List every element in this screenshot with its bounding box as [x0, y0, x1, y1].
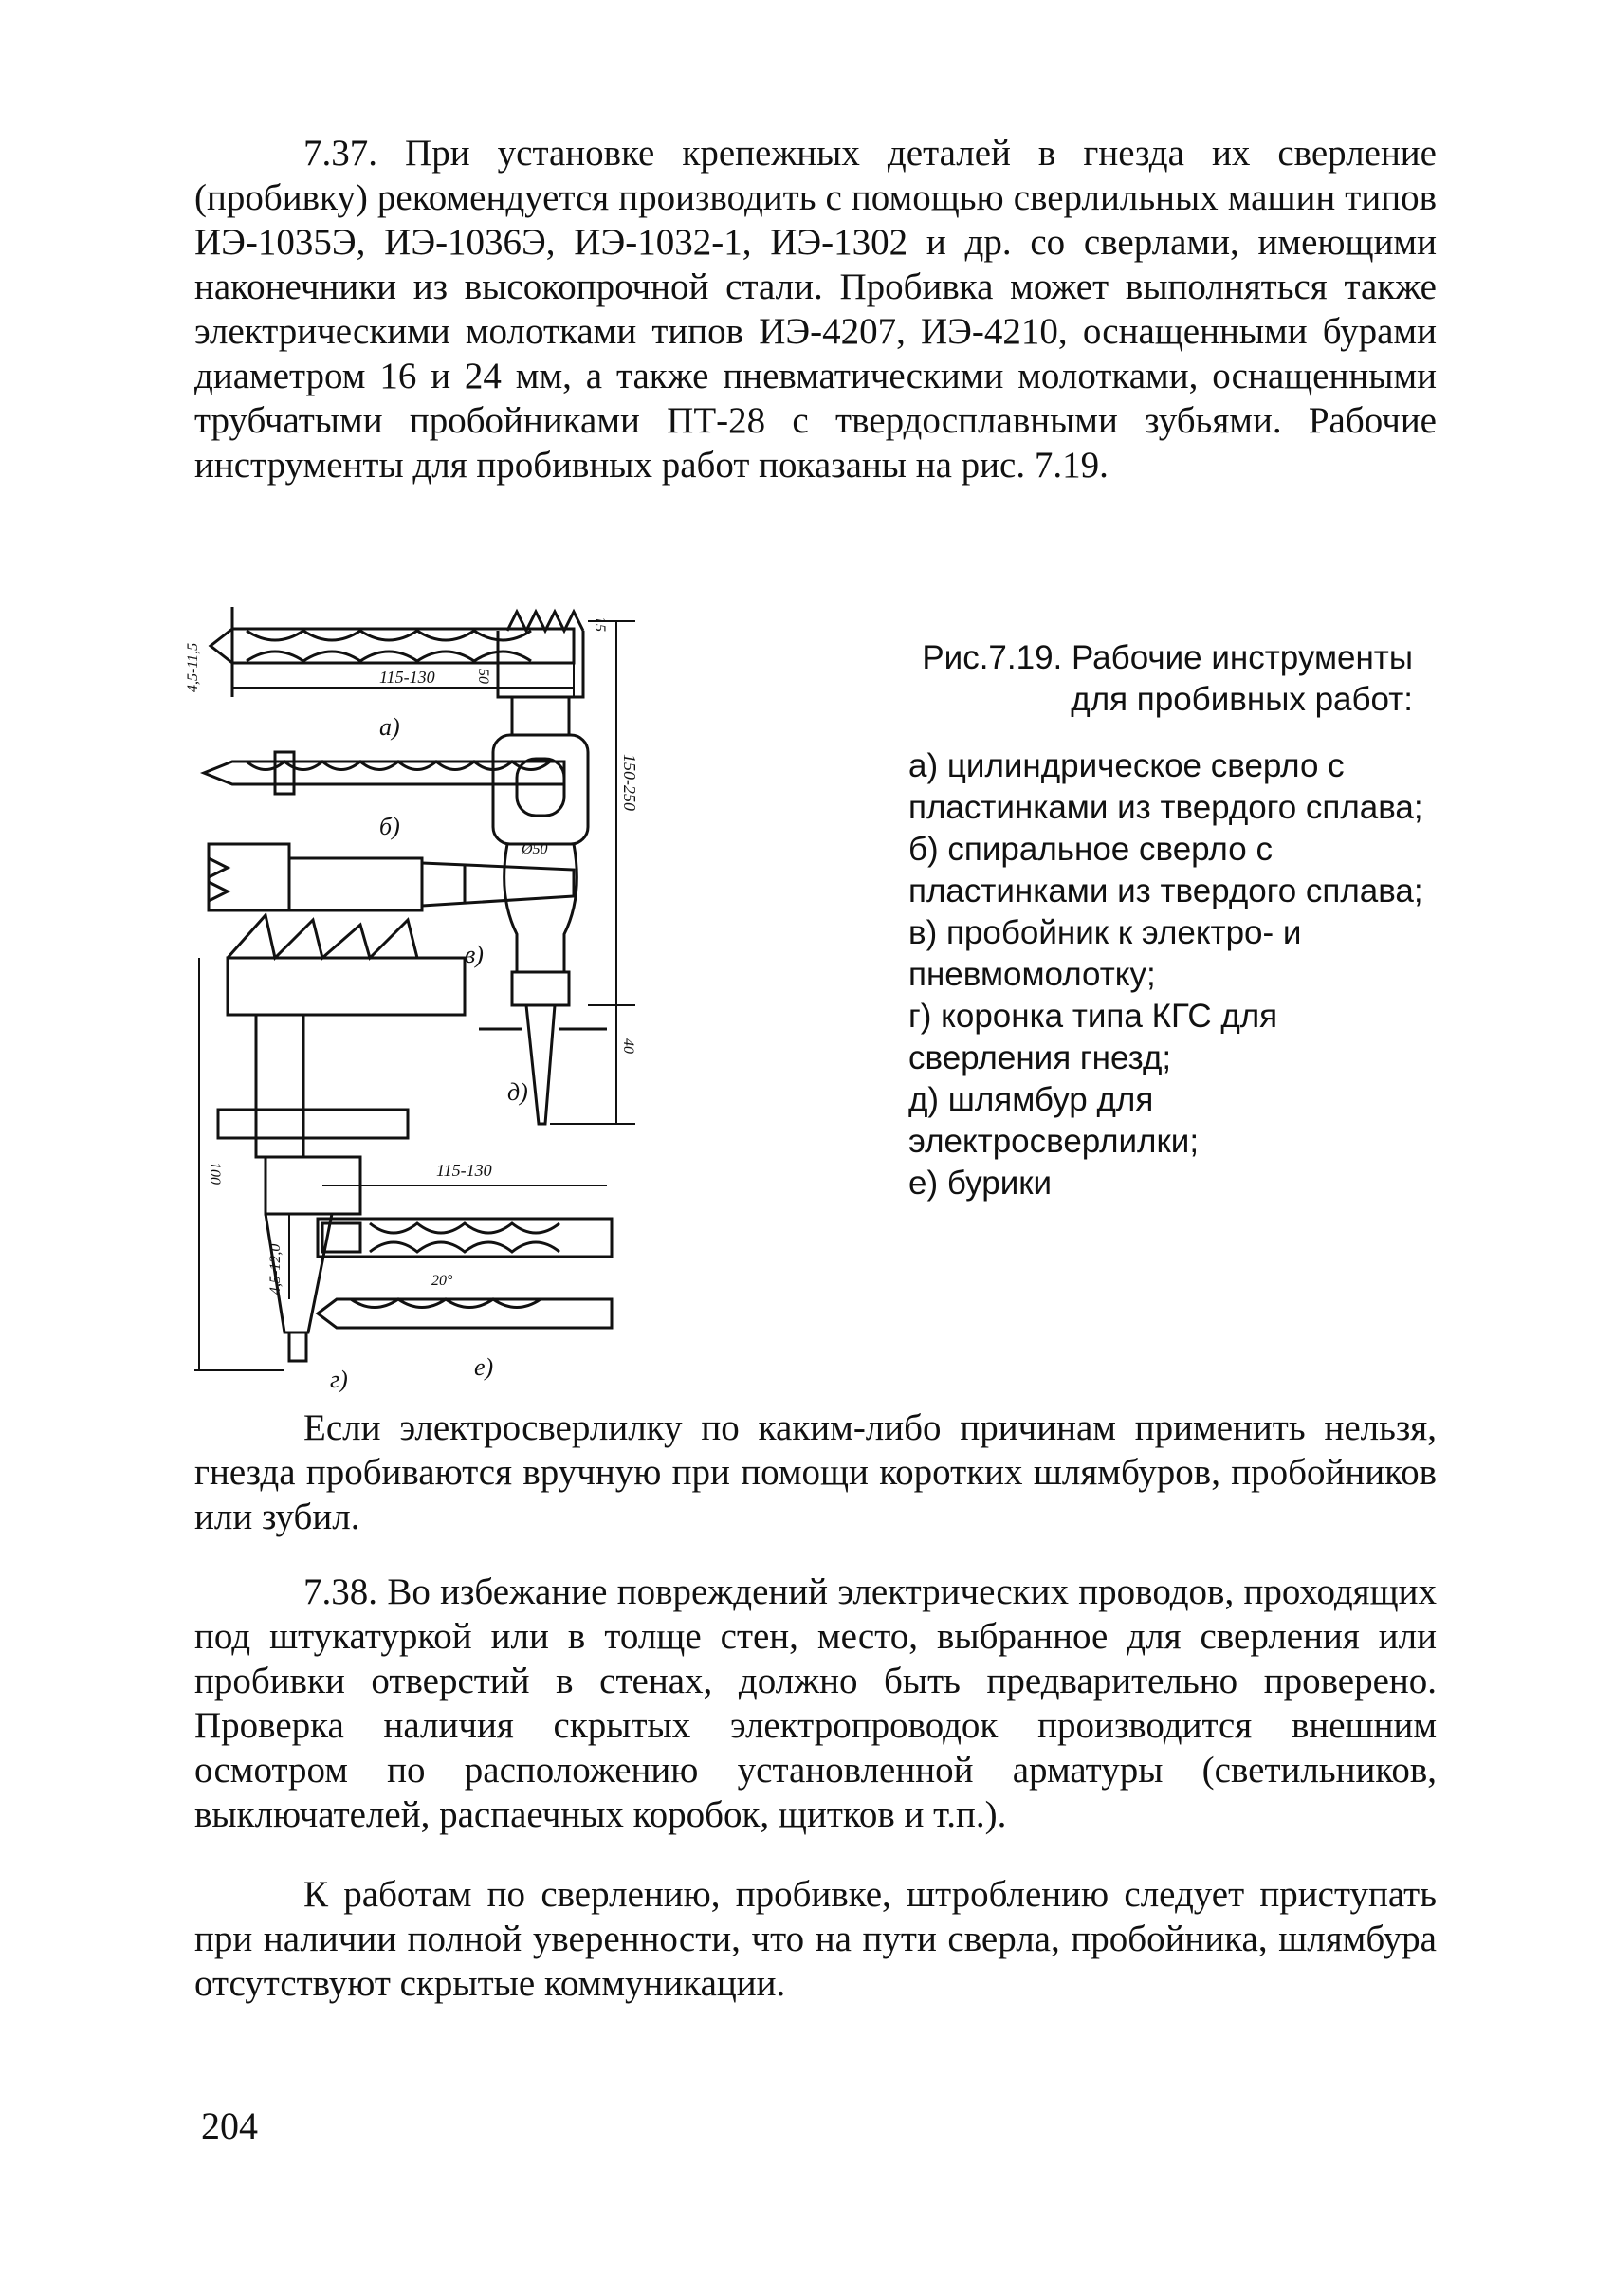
- caption-item-g: г) коронка типа КГС для сверления гнезд;: [908, 998, 1278, 1076]
- bits-e-drawing: [289, 1185, 612, 1328]
- crown-g-drawing: [194, 915, 465, 1370]
- label-a: а): [379, 713, 400, 741]
- dim-d-length: 150-250: [620, 754, 639, 811]
- label-g: г): [330, 1366, 348, 1393]
- paragraph-text: К работам по сверлению, пробивке, штроблению следует приступать при наличии полной уверенности, что на пути сверла, пробойника, шлямбура отсутствуют скрытые коммуникации.: [194, 1874, 1437, 2004]
- caption-item-v: в) пробойник к электро- и пневмомолотку;: [908, 914, 1302, 993]
- dim-d-width: 50: [475, 669, 491, 684]
- paragraph-manual: [194, 1405, 1437, 1539]
- caption-item-a: а) цилиндрическое сверло с пластинками из твердого сплава;: [908, 747, 1423, 826]
- dim-d-top: 15: [592, 616, 608, 632]
- dim-d-hole: Ø50: [522, 841, 548, 857]
- punch-v-drawing: [209, 844, 574, 910]
- dim-e-length: 115-130: [436, 1161, 492, 1180]
- caption-title-line-1: Рис.7.19. Рабочие инструменты: [922, 639, 1413, 676]
- dim-d-tip: 40: [620, 1038, 636, 1054]
- page-number: 204: [201, 2104, 258, 2147]
- paragraph-7-38: [194, 1570, 1437, 1837]
- caption-item-b: б) спиральное сверло с пластинками из твердого сплава;: [908, 831, 1423, 909]
- paragraph-7-37: [194, 131, 1437, 487]
- dim-e-diameter: 4,5-12,0: [267, 1243, 284, 1295]
- caption-title-line-2: для пробивных работ:: [1071, 681, 1413, 718]
- paragraph-conclusion: [194, 1872, 1437, 2006]
- dim-e-angle: 20°: [431, 1273, 453, 1289]
- figure-7-19-drawings: [185, 593, 853, 1393]
- caption-item-e: е) бурики: [908, 1165, 1053, 1202]
- label-e: е): [474, 1353, 494, 1381]
- dim-g-height: 100: [207, 1162, 223, 1185]
- label-b: б): [379, 813, 400, 840]
- paragraph-text: 7.38. Во избежание повреждений электрических проводов, проходящих под штукатуркой или в толще стен, место, выбранное для сверления или пробивки отверстий в стенах, должно быть предварительно проверено. Проверка наличия скрытых электропроводок производится внешним осмотром по расположению установленной арматуры (светильников, выключателей, распаечных коробок, щитков и т.п.).: [194, 1571, 1437, 1835]
- caption-title: [834, 637, 1441, 721]
- caption-items: [834, 745, 1441, 1204]
- drill-b-drawing: [204, 752, 564, 794]
- label-v: в): [465, 941, 484, 968]
- dim-a-diameter: 4,5-11,5: [185, 642, 201, 692]
- figure-caption: [834, 637, 1441, 1204]
- paragraph-text: 7.37. При установке крепежных деталей в гнезда их сверление (пробивку) рекомендуется производить с помощью сверлильных машин типов ИЭ-1035Э, ИЭ-1036Э, ИЭ-1032-1, ИЭ-1302 и др. со сверлами, имеющими наконечники из высокопрочной стали. Пробивка может выполняться также электрическими молотками типов ИЭ-4207, ИЭ-4210, оснащенными бурами диаметром 16 и 24 мм, а также пневматическими молотками, оснащенными трубчатыми пробойниками ПТ-28 с твердосплавными зубьями. Рабочие инструменты для пробивных работ показаны на рис. 7.19.: [194, 133, 1437, 486]
- caption-item-d: д) шлямбур для электросверлилки;: [908, 1081, 1200, 1160]
- label-d: д): [507, 1078, 528, 1106]
- paragraph-text: Если электросверлилку по каким-либо причинам применить нельзя, гнезда пробиваются вручную при помощи коротких шлямбуров, пробойников или зубил.: [194, 1407, 1437, 1537]
- dim-a-length: 115-130: [379, 668, 435, 687]
